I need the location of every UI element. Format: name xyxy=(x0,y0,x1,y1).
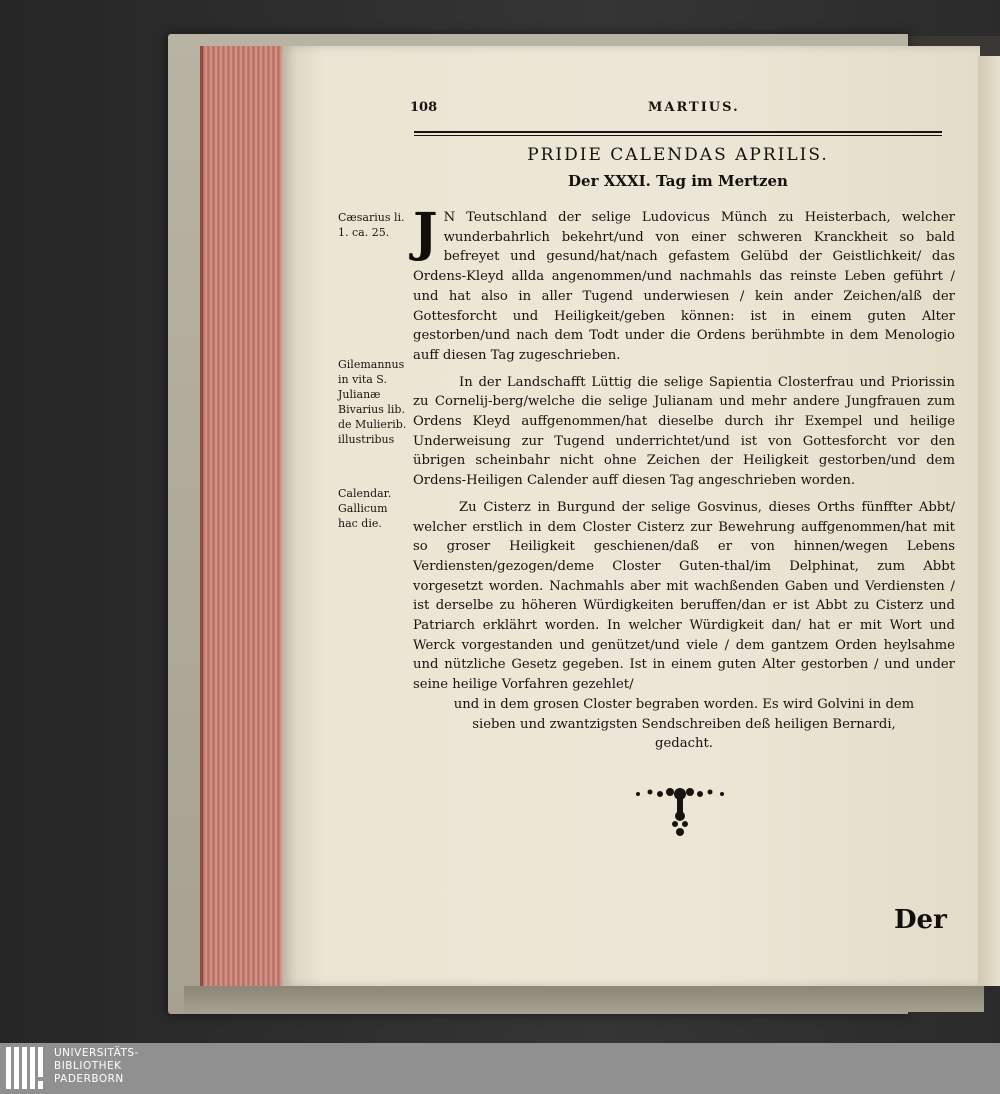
drop-cap: J xyxy=(413,202,438,263)
page-edges xyxy=(200,46,289,986)
ornament-icon xyxy=(630,780,730,840)
page-number: 108 xyxy=(410,100,438,115)
body-text xyxy=(413,202,955,761)
margin-note-calendar: Calendar. Gallicum hac die. xyxy=(338,487,392,530)
library-name-line-1: UNIVERSITÄTS- xyxy=(54,1047,139,1059)
margin-note-caesarius: Cæsarius li. 1. ca. 25. xyxy=(338,211,405,239)
library-name-line-2: BIBLIOTHEK xyxy=(54,1060,122,1072)
paragraph-sapientia: In der Landschafft Lüttig die selige Sapientia Closterfrau und Priorissin zu Cornelij-berg/welche die selige Julianam und mehr andere Jungfrauen zum Ordens Kleyd auffgenommen/hat dieselbe durch ihr Exempel und heilige Underweisung zur Tugend underrichtet/und ist von Gottesforcht vor den übrigen scheinbahr nicht ohne Zeichen der Heiligkeit gestorben/und dem Ordens-Heiligen Calender auff diesen Tag angeschrieben worden. xyxy=(413,374,955,489)
page-subtitle: Der XXXI. Tag im Mertzen xyxy=(568,172,788,190)
paragraph-1-text: N Teutschland der selige Ludovicus Münch zu Heisterbach, welcher wunderbahrlich bekehrt/und von einer schweren Kranckheit so bald befreyet und gesund/hat/nach gefastem Gelübd der Geistlichkeit/ das Ordens-Kleyd allda angenommen/und nachmahls das reinste Leben geführt / und hat also in aller Tugend underwiesen / kein ander Zeichen/alß der Gottesforcht und Heiligkeit/geben können: ist in einem guten Alter gestorben/und nach dem Todt under die Ordens berühmbte in dem Menologio auff diesen Tag zugeschrieben. xyxy=(413,210,955,363)
catchword: Der xyxy=(894,905,947,935)
paragraph-gosvinus: Zu Cisterz in Burgund der selige Gosvinus, dieses Orths fünffter Abbt/ welcher erstlich in dem Closter Cisterz zur Bewehrung auffgenommen/hat mit so groser Heiligkeit geschienen/daß er von hinnen/wegen Lebens Verdiensten/gezogen/deme Closter Guten-thal/im Delphinat, zum Abbt vorgesetzt worden. Nachmahls aber mit wachßenden Gaben und Verdiensten / ist derselbe zu höheren Würdigkeiten beruffen/dan er ist Abbt zu Cisterz und Patriarch erklährt worden. In welcher Würdigkeit dan/ hat er mit Wort und Werck vorgestanden und genützet/und viele / dem gantzem Orden heylsahme und nützliche Gesetz gegeben. Ist in einem guten Alter gestorben / und under seine heilige Vorfahren gezehlet/ xyxy=(413,499,955,693)
page-header xyxy=(410,100,945,120)
library-logo-icon xyxy=(6,1047,46,1089)
header-rule-thin xyxy=(414,135,942,136)
library-name-line-3: PADERBORN xyxy=(54,1073,124,1085)
closing-lines: und in dem grosen Closter begraben worden. Es wird Golvini in dem sieben und zwantzigsten Sendschreiben deß heiligen Bernardi, gedacht. xyxy=(453,696,915,752)
running-head: MARTIUS. xyxy=(648,100,740,115)
facing-page-edge xyxy=(978,56,1000,986)
library-name xyxy=(54,1047,139,1086)
page-title: PRIDIE CALENDAS APRILIS. xyxy=(527,145,829,165)
cover-bottom xyxy=(184,986,984,1012)
paragraph-ludovicus xyxy=(413,202,955,366)
footer-bar xyxy=(0,1043,1000,1094)
margin-note-gilemannus: Gilemannus in vita S. Julianæ Bivarius lib. de Mulierib. illustribus xyxy=(338,358,407,446)
header-rule xyxy=(414,131,942,133)
